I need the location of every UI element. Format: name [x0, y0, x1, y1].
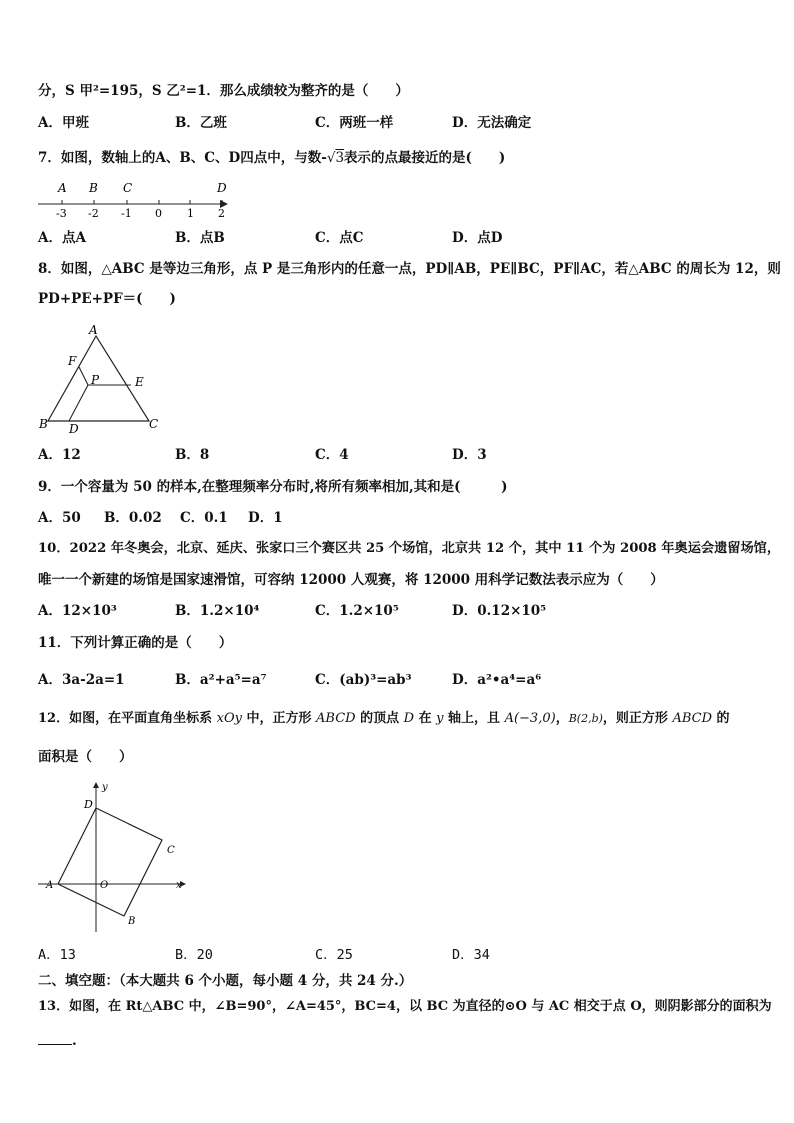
section-heading-fill-in: 二、填空题：（本大题共 6 个小题，每小题 4 分，共 24 分.）	[38, 973, 413, 989]
number-line-figure	[36, 178, 236, 220]
segment-pd	[69, 385, 88, 421]
q10-option-b[interactable]: B．1.2×10⁴	[175, 603, 260, 619]
q12-math-point-b: B(2,b)	[568, 712, 603, 725]
segment-pf	[79, 367, 88, 385]
q6-option-d[interactable]: D．无法确定	[452, 115, 532, 131]
coordinate-square-figure	[34, 778, 194, 938]
q7-stem	[38, 149, 505, 167]
q7-stem-before: 7．如图，数轴上的A、B、C、D四点中，与数-	[38, 150, 327, 166]
q12-math-abcd: ABCD	[316, 711, 356, 726]
label-p: P	[91, 373, 100, 387]
q12-text-5: 轴上，且	[443, 711, 505, 726]
vertex-label-b: B	[128, 916, 136, 927]
q7-option-b[interactable]: B．点B	[175, 230, 225, 246]
q8-option-c[interactable]: C．4	[315, 447, 349, 463]
q12-option-c[interactable]: C．25	[315, 947, 353, 963]
q12-math-abcd-2: ABCD	[672, 711, 712, 726]
label-e: E	[135, 375, 144, 389]
q6-option-c[interactable]: C．两班一样	[315, 115, 394, 131]
q12-text-4: 在	[414, 711, 437, 726]
q10-option-d[interactable]: D．0.12×10⁵	[452, 603, 547, 619]
label-b: B	[39, 417, 48, 431]
point-label-c: C	[123, 181, 133, 195]
sqrt-symbol: √3	[326, 150, 345, 166]
q9-option-c[interactable]: C．0.1	[180, 510, 228, 526]
q12-math-y: y	[436, 711, 444, 726]
q6-option-a[interactable]: A．甲班	[38, 115, 89, 131]
q12-math-d: D	[403, 711, 415, 726]
q10-line1: 10．2022 年冬奥会，北京、延庆、张家口三个赛区共 25 个场馆，北京共 12 个，其中 11 个为 2008 年奥运会遗留场馆，	[38, 541, 781, 556]
number-line-ticks	[62, 200, 222, 204]
q10-option-a[interactable]: A．12×10³	[38, 603, 117, 619]
q12-text-1: 12．如图，在平面直角坐标系	[38, 711, 217, 726]
label-c: C	[149, 417, 159, 431]
q9-option-d[interactable]: D．1	[248, 510, 283, 526]
tick-label-2: 2	[218, 207, 225, 220]
q12-option-a[interactable]: A．13	[38, 947, 76, 963]
tick-label-0: 0	[155, 207, 162, 220]
q10-line2: 唯一一个新建的场馆是国家速滑馆，可容纳 12000 人观赛，将 12000 用科学记数法表示应为（ ）	[38, 572, 664, 588]
q12-text-7: ，则正方形	[602, 711, 673, 726]
sqrt-radicand: 3	[335, 150, 345, 166]
label-a: A	[89, 323, 98, 337]
q8-stem-line1: 8．如图，△ABC 是等边三角形，点 P 是三角形内的任意一点，PD∥AB，PE∥BC，PF∥AC，若△ABC 的周长为 12，则	[38, 261, 781, 277]
tick-label-neg1: -1	[121, 207, 132, 220]
q6-option-b[interactable]: B．乙班	[175, 115, 227, 131]
q10-option-c[interactable]: C．1.2×10⁵	[315, 603, 399, 619]
tick-label-neg3: -3	[56, 207, 67, 220]
q9-option-b[interactable]: B．0.02	[104, 510, 162, 526]
square-abcd	[58, 808, 162, 916]
q7-option-a[interactable]: A．点A	[38, 230, 86, 246]
tick-label-1: 1	[187, 207, 194, 220]
q12-option-d[interactable]: D．34	[452, 947, 490, 963]
q11-option-a[interactable]: A．3a-2a=1	[38, 672, 125, 688]
point-label-d: D	[217, 181, 227, 195]
q12-option-b[interactable]: B．20	[175, 947, 213, 963]
point-label-a: A	[58, 181, 67, 195]
axis-label-x: x	[176, 880, 182, 891]
q13-period: .	[72, 1033, 77, 1049]
q8-option-d[interactable]: D．3	[452, 447, 487, 463]
q8-option-b[interactable]: B．8	[175, 447, 210, 463]
axis-label-y: y	[102, 782, 108, 793]
answer-blank[interactable]	[38, 1032, 72, 1045]
tick-label-neg2: -2	[88, 207, 99, 220]
q12-text-6: ，	[555, 711, 569, 726]
vertex-label-c: C	[167, 845, 175, 856]
origin-label-o: O	[100, 880, 109, 891]
q7-option-c[interactable]: C．点C	[315, 230, 364, 246]
q12-math-xoy: xOy	[216, 711, 242, 726]
y-axis-arrow	[93, 782, 99, 788]
q13-line1: 13．如图，在 Rt△ABC 中，∠B=90°，∠A=45°，BC=4，以 BC 为直径的⊙O 与 AC 相交于点 O，则阴影部分的面积为	[38, 999, 772, 1014]
q7-stem-after: 表示的点最接近的是( )	[344, 150, 506, 166]
point-label-b: B	[89, 181, 98, 195]
label-f: F	[68, 354, 77, 368]
label-d: D	[69, 422, 79, 436]
q11-option-c[interactable]: C．(ab)³=ab³	[315, 672, 412, 688]
q6-stem: 分，S 甲²=195，S 乙²=1．那么成绩较为整齐的是（ ）	[38, 83, 409, 99]
q13-line2	[38, 1032, 77, 1050]
vertex-label-d: D	[84, 798, 93, 811]
q12-stem-line1	[38, 710, 730, 728]
q12-stem-line2: 面积是（ ）	[38, 749, 133, 765]
q8-stem-line2: PD+PE+PF＝( )	[38, 291, 176, 307]
q9-option-a[interactable]: A．50	[38, 510, 81, 526]
vertex-label-a: A	[46, 880, 54, 891]
q11-stem: 11．下列计算正确的是（ ）	[38, 635, 233, 651]
q12-text-3: 的顶点	[355, 711, 404, 726]
q12-text-8: 的	[712, 711, 730, 726]
q9-stem: 9．一个容量为 50 的样本,在整理频率分布时,将所有频率相加,其和是( )	[38, 479, 508, 495]
q8-option-a[interactable]: A．12	[38, 447, 81, 463]
q11-option-b[interactable]: B．a²+a⁵=a⁷	[175, 672, 267, 688]
q11-option-d[interactable]: D．a²•a⁴=a⁶	[452, 672, 542, 688]
q12-text-2: 中，正方形	[241, 711, 317, 726]
q7-option-d[interactable]: D．点D	[452, 230, 503, 246]
q12-math-point-a: A(−3,0)	[504, 711, 556, 726]
triangle-figure	[36, 318, 166, 436]
